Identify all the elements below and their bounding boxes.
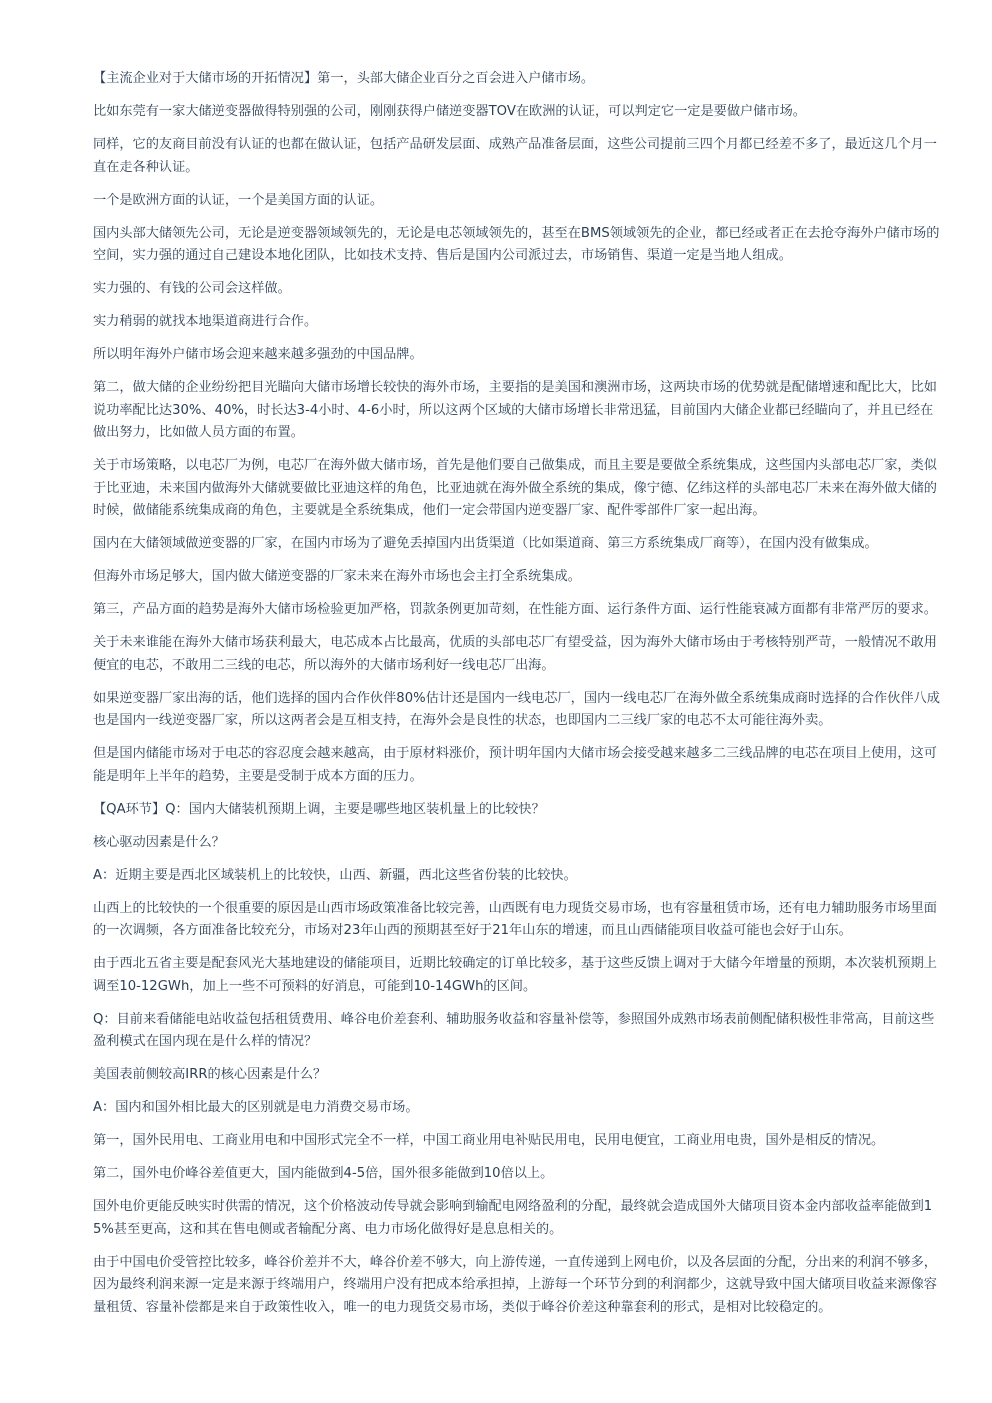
paragraph-qa-question-2b: 美国表前侧较高IRR的核心因素是什么？: [93, 1067, 327, 1082]
paragraph-qa-answer-1: A：近期主要是西北区域装机上的比较快，山西、新疆，西北这些省份装的比较快。: [93, 867, 577, 883]
paragraph-domestic-inverter: 国内在大储领域做逆变器的厂家，在国内市场为了避免丢掉国内出货渠道（比如渠道商、第三方系统集成厂商等），在国内没有做集成。: [93, 536, 878, 551]
paragraph-qa-question-1: 【QA环节】Q：国内大储装机预期上调，主要是哪些地区装机量上的比较快？: [93, 801, 545, 817]
paragraph-partners: 如果逆变器厂家出海的话，他们选择的国内合作伙伴80%估计还是国内一线电芯厂，国内一线电芯厂在海外做全系统集成商时选择的合作伙伴八成也是国内一线逆变器厂家，所以这两者会是互相支持，在海外会是良性的状态，也即国内二三线厂家的电芯不太可能往海外卖。: [93, 690, 940, 728]
paragraph-third-product-trend: 第三，产品方面的趋势是海外大储市场检验更加严格，罚款条例更加苛刻，在性能方面、运行条件方面、运行性能衰减方面都有非常严厉的要求。: [93, 602, 937, 617]
paragraph-overseas-system-integration: 但海外市场足够大，国内做大储逆变器的厂家未来在海外市场也会主打全系统集成。: [93, 569, 581, 584]
paragraph-qa-question-2: Q：目前来看储能电站收益包括租赁费用、峰谷电价差套利、辅助服务收益和容量补偿等，参照国外成熟市场表前侧配储积极性非常高，目前这些盈利模式在国内现在是什么样的情况？: [93, 1011, 935, 1049]
paragraph-who-benefits: 关于未来谁能在海外大储市场获利最大，电芯成本占比最高，优质的头部电芯厂有望受益，因为海外大储市场由于考核特别严苛，一般情况不敢用便宜的电芯，不敢用二三线的电芯，所以海外的大储市场利好一线电芯厂出海。: [93, 635, 937, 673]
paragraph-main-market-expansion: 【主流企业对于大储市场的开拓情况】第一，头部大储企业百分之百会进入户储市场。: [93, 71, 595, 86]
paragraph-second-overseas-markets: 第二，做大储的企业纷纷把目光瞄向大储市场增长较快的海外市场，主要指的是美国和澳洲市场，这两块市场的优势就是配储增速和配比大，比如说功率配比达30%、40%，时长达3-4小时、4-6小时，所以这两个区域的大储市场增长非常迅猛，目前国内大储企业都已经瞄向了，并且已经在做出努力，比如做人员方面的布置。: [93, 380, 937, 440]
paragraph-domestic-tolerance: 但是国内储能市场对于电芯的容忍度会越来越高，由于原材料涨价，预计明年国内大储市场会接受越来越多二三线品牌的电芯在项目上使用，这可能是明年上半年的趋势，主要是受制于成本方面的压力。: [93, 746, 937, 784]
paragraph-peers-certification: 同样，它的友商目前没有认证的也都在做认证，包括产品研发层面、成熟产品准备层面，这些公司提前三四个月都已经差不多了，最近这几个月一直在走各种认证。: [93, 137, 937, 175]
paragraph-first-electricity-pricing: 第一，国外民用电、工商业用电和中国形式完全不一样，中国工商业用电补贴民用电，民用电便宜，工商业用电贵，国外是相反的情况。: [93, 1133, 885, 1148]
paragraph-overseas-irr: 国外电价更能反映实时供需的情况，这个价格波动传导就会影响到输配电网络盈利的分配，最终就会造成国外大储项目资本金内部收益率能做到15%甚至更高，这和其在售电侧或者输配分离、电力市场化做得好是息息相关的。: [93, 1199, 933, 1237]
paragraph-northwest-forecast: 由于西北五省主要是配套风光大基地建设的储能项目，近期比较确定的订单比较多，基于这些反馈上调对于大储今年增量的预期，本次装机预期上调至10-12GWh，加上一些不可预料的好消息，可能到10-14GWh的区间。: [93, 956, 937, 994]
paragraph-strong-companies: 实力强的、有钱的公司会这样做。: [93, 281, 291, 296]
paragraph-chinese-brands: 所以明年海外户储市场会迎来越来越多强劲的中国品牌。: [93, 347, 423, 362]
paragraph-eu-us-certification: 一个是欧洲方面的认证，一个是美国方面的认证。: [93, 192, 384, 208]
paragraph-leading-companies: 国内头部大储领先公司，无论是逆变器领域领先的，无论是电芯领域领先的，甚至在BMS领域领先的企业，都已经或者正在去抢夺海外户储市场的空间，实力强的通过自己建设本地化团队，比如技术支持、售后是国内公司派过去，市场销售、渠道一定是当地人组成。: [93, 225, 940, 263]
paragraph-qa-answer-2: A：国内和国外相比最大的区别就是电力消费交易市场。: [93, 1100, 419, 1115]
paragraph-second-peak-valley: 第二，国外电价峰谷差值更大，国内能做到4-5倍，国外很多能做到10倍以上。: [93, 1166, 554, 1181]
paragraph-dongguan-example: 比如东莞有一家大储逆变器做得特别强的公司，刚刚获得户储逆变器TOV在欧洲的认证，可以判定它一定是要做户储市场。: [93, 104, 806, 119]
paragraph-shanxi-reason: 山西上的比较快的一个很重要的原因是山西市场政策准备比较完善，山西既有电力现货交易市场，也有容量租赁市场，还有电力辅助服务市场里面的一次调频，各方面准备比较充分，市场对23年山西的预期甚至好于21年山东的增速，而且山西储能项目收益可能也会好于山东。: [93, 900, 937, 938]
paragraph-china-price-control: 由于中国电价受管控比较多，峰谷价差并不大，峰谷价差不够大，向上游传递，一直传递到上网电价，以及各层面的分配，分出来的利润不够多，因为最终利润来源一定是来源于终端用户，终端用户没有把成本给承担掉，上游每一个环节分到的利润都少，这就导致中国大储项目收益来源像容量租赁、容量补偿都是来自于政策性收入，唯一的电力现货交易市场，类似于峰谷价差这种靠套利的形式，是相对比较稳定的。: [93, 1254, 937, 1315]
paragraph-qa-question-1b: 核心驱动因素是什么？: [93, 834, 225, 850]
paragraph-weaker-companies: 实力稍弱的就找本地渠道商进行合作。: [93, 314, 318, 329]
paragraph-market-strategy: 关于市场策略，以电芯厂为例，电芯厂在海外做大储市场，首先是他们要自己做集成，而且主要是要做全系统集成，这些国内头部电芯厂家，类似于比亚迪，未来国内做海外大储就要做比亚迪这样的角色，比亚迪就在海外做全系统的集成，像宁德、亿纬这样的头部电芯厂未来在海外做大储的时候，做储能系统集成商的角色，主要就是全系统集成，他们一定会带国内逆变器厂家、配件零部件厂家一起出海。: [93, 458, 937, 518]
document-body: [93, 68, 945, 1330]
